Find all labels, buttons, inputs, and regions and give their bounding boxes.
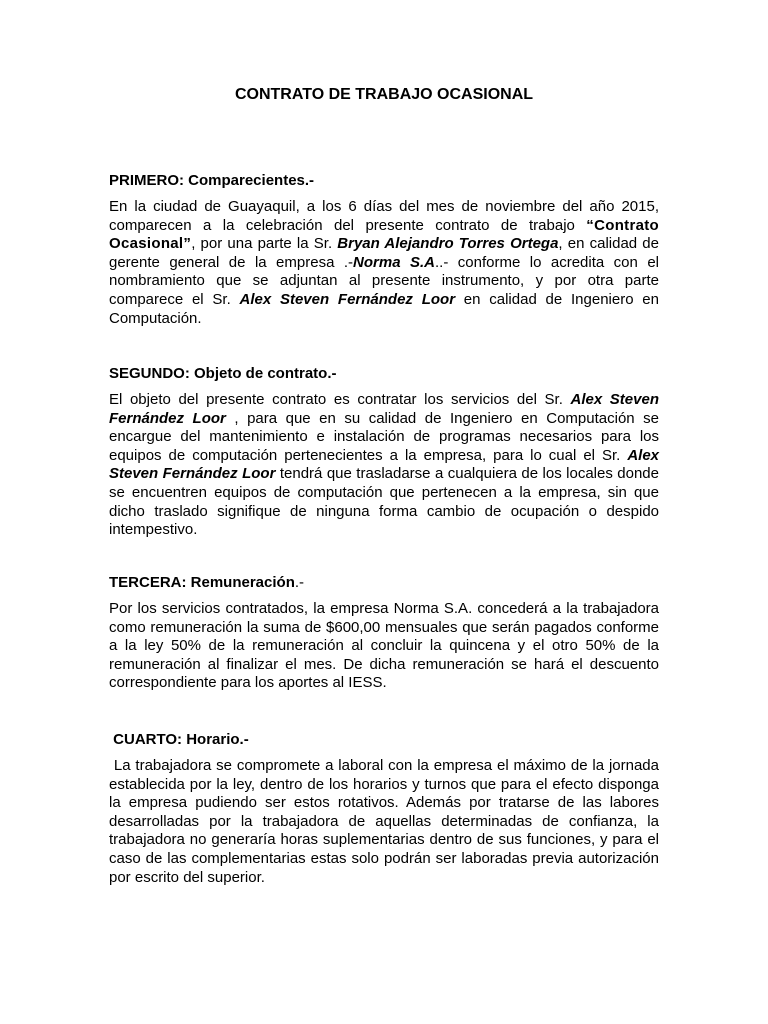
body-text: ..- conforme lo acredita con el nombramiento que se adjuntan al presente instrumento, y por otra parte comparece el Sr.: [109, 253, 659, 308]
body-text: El objeto del presente contrato es contratar los servicios del Sr.: [109, 391, 571, 408]
section-cuarto: [109, 731, 664, 887]
body-text: , para que en su calidad de Ingeniero en Computación se encargue del mantenimiento e instalación de programas necesarios para los equipos de computación pertenecientes a la empresa, para lo cual el Sr.: [109, 409, 659, 464]
person-name: Alex Steven Fernández Loor: [109, 391, 659, 427]
section-heading: [109, 574, 659, 592]
body-text: , por una parte la Sr.: [191, 235, 338, 253]
section-segundo: [109, 365, 659, 540]
body-text: , en calidad de gerente general de la empresa .-: [109, 235, 659, 271]
contract-type-text: “Contrato Ocasional”: [109, 216, 659, 253]
section-body: La trabajadora se compromete a laboral con la empresa el máximo de la jornada establecida por la ley, dentro de los horarios y turnos que para el efecto disponga la empresa pudiendo ser estos rotativos. Además por tratarse de las labores desarrolladas por la trabajadora de aquellas determinadas de confianza, la trabajadora no generaría horas suplementarias dentro de sus funciones, y para el caso de las complementarias estas solo podrán ser laboradas previa autorización por escrito del superior.: [109, 757, 664, 886]
section-heading: SEGUNDO: Objeto de contrato.-: [109, 365, 337, 382]
heading-tail: .-: [294, 574, 305, 591]
body-text: tendrá que trasladarse a cualquiera de los locales donde se encuentren equipos de computación que pertenecen a la empresa, sin que dicho traslado signifique de ninguna forma cambio de ocupación o despido intempestivo.: [109, 465, 659, 539]
company-name: Norma S.A: [353, 253, 435, 271]
body-text: En la ciudad de Guayaquil, a los 6 días del mes de noviembre del año 2015, comparecen a la celebración del presente contrato de trabajo: [109, 198, 659, 234]
person-name: Alex Steven Fernández Loor: [109, 446, 659, 483]
section-primero: [109, 172, 659, 328]
section-body: [109, 198, 659, 328]
heading-text: TERCERA: Remuneración: [109, 574, 295, 591]
section-tercera: [109, 574, 659, 693]
document-title: CONTRATO DE TRABAJO OCASIONAL: [234, 86, 534, 103]
section-body: [109, 391, 659, 540]
person-name: Bryan Alejandro Torres Ortega: [337, 235, 559, 253]
person-name: Alex Steven Fernández Loor: [239, 290, 456, 308]
section-body: Por los servicios contratados, la empresa Norma S.A. concederá a la trabajadora como remuneración la suma de $600,00 mensuales que serán pagados conforme a la ley 50% de la remuneración al concluir la quincena y el otro 50% de la remuneración al finalizar el mes. De dicha remuneración se hará el descuento correspondiente para los aportes al IESS.: [109, 600, 659, 692]
section-heading: PRIMERO: Comparecientes.-: [109, 172, 315, 189]
section-heading: CUARTO: Horario.-: [109, 731, 249, 748]
body-text: en calidad de Ingeniero en Computación.: [109, 290, 659, 327]
